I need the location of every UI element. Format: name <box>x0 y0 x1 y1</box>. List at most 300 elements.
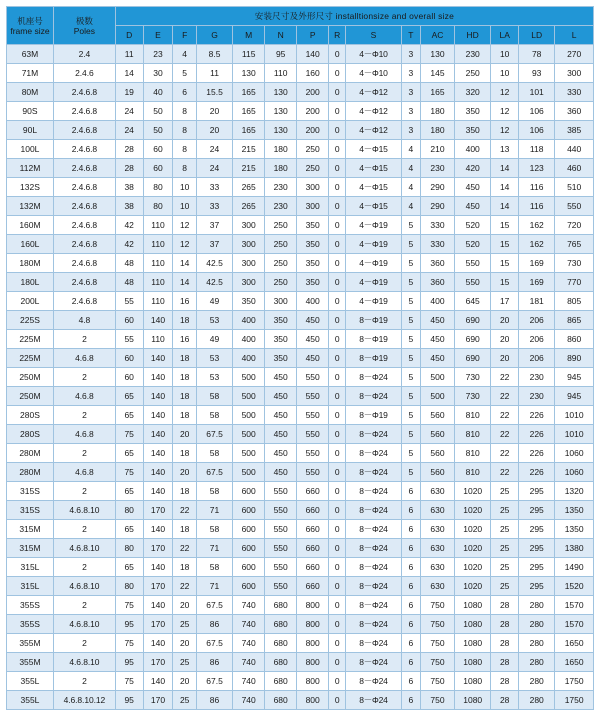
cell-r: 0 <box>329 121 346 140</box>
cell-d: 80 <box>115 539 143 558</box>
cell-l: 860 <box>555 330 594 349</box>
cell-g: 37 <box>196 216 232 235</box>
cell-frame-size: 63M <box>7 45 54 64</box>
cell-la: 15 <box>491 273 519 292</box>
cell-la: 28 <box>491 672 519 691</box>
cell-poles: 2.4.6.8 <box>53 273 115 292</box>
cell-t: 4 <box>401 159 420 178</box>
table-row <box>7 539 594 558</box>
cell-r: 0 <box>329 634 346 653</box>
cell-ld: 226 <box>519 463 555 482</box>
cell-frame-size: 225M <box>7 330 54 349</box>
cell-f: 12 <box>173 235 196 254</box>
cell-e: 30 <box>143 64 173 83</box>
cell-frame-size: 90L <box>7 121 54 140</box>
column-header-la: LA <box>491 26 519 45</box>
cell-f: 10 <box>173 178 196 197</box>
poles-header-cn: 极数 <box>75 15 93 26</box>
cell-d: 19 <box>115 83 143 102</box>
cell-d: 95 <box>115 653 143 672</box>
cell-e: 140 <box>143 368 173 387</box>
cell-l: 1750 <box>555 691 594 710</box>
cell-p: 660 <box>297 520 329 539</box>
table-row <box>7 121 594 140</box>
cell-hd: 1080 <box>455 653 491 672</box>
cell-ld: 295 <box>519 539 555 558</box>
cell-ac: 450 <box>420 330 454 349</box>
cell-frame-size: 200L <box>7 292 54 311</box>
cell-l: 1010 <box>555 425 594 444</box>
cell-g: 71 <box>196 501 232 520</box>
cell-p: 400 <box>297 292 329 311</box>
cell-frame-size: 355L <box>7 672 54 691</box>
cell-ac: 330 <box>420 235 454 254</box>
cell-ac: 750 <box>420 615 454 634</box>
cell-s: 8－Φ24 <box>346 558 401 577</box>
cell-poles: 4.6.8.10 <box>53 539 115 558</box>
cell-la: 14 <box>491 197 519 216</box>
cell-s: 8－Φ19 <box>346 406 401 425</box>
cell-f: 14 <box>173 273 196 292</box>
cell-frame-size: 225S <box>7 311 54 330</box>
cell-f: 16 <box>173 330 196 349</box>
cell-g: 86 <box>196 653 232 672</box>
cell-e: 170 <box>143 501 173 520</box>
cell-frame-size: 280S <box>7 425 54 444</box>
cell-ac: 630 <box>420 501 454 520</box>
cell-frame-size: 90S <box>7 102 54 121</box>
cell-poles: 2.4.6.8 <box>53 216 115 235</box>
cell-ld: 280 <box>519 672 555 691</box>
cell-poles: 4.6.8.10.12 <box>53 691 115 710</box>
cell-l: 1060 <box>555 463 594 482</box>
cell-frame-size: 355M <box>7 634 54 653</box>
cell-n: 250 <box>265 235 297 254</box>
cell-p: 800 <box>297 653 329 672</box>
cell-frame-size: 250M <box>7 368 54 387</box>
cell-n: 680 <box>265 653 297 672</box>
cell-ac: 180 <box>420 121 454 140</box>
cell-e: 140 <box>143 349 173 368</box>
cell-l: 550 <box>555 197 594 216</box>
cell-g: 20 <box>196 121 232 140</box>
cell-hd: 550 <box>455 254 491 273</box>
cell-r: 0 <box>329 520 346 539</box>
cell-s: 4－Φ12 <box>346 83 401 102</box>
cell-e: 140 <box>143 520 173 539</box>
cell-f: 18 <box>173 368 196 387</box>
cell-n: 250 <box>265 273 297 292</box>
cell-g: 37 <box>196 235 232 254</box>
cell-frame-size: 280M <box>7 444 54 463</box>
cell-t: 5 <box>401 349 420 368</box>
cell-r: 0 <box>329 387 346 406</box>
cell-t: 3 <box>401 102 420 121</box>
cell-ac: 750 <box>420 634 454 653</box>
cell-f: 18 <box>173 520 196 539</box>
cell-frame-size: 315S <box>7 482 54 501</box>
cell-t: 5 <box>401 330 420 349</box>
cell-ac: 290 <box>420 197 454 216</box>
cell-m: 215 <box>233 159 265 178</box>
cell-g: 53 <box>196 368 232 387</box>
cell-s: 8－Φ24 <box>346 615 401 634</box>
cell-poles: 4.6.8 <box>53 463 115 482</box>
cell-ac: 230 <box>420 159 454 178</box>
cell-hd: 1020 <box>455 482 491 501</box>
cell-g: 33 <box>196 178 232 197</box>
cell-ld: 280 <box>519 634 555 653</box>
cell-l: 1060 <box>555 444 594 463</box>
cell-hd: 1080 <box>455 691 491 710</box>
cell-s: 8－Φ24 <box>346 691 401 710</box>
cell-hd: 690 <box>455 349 491 368</box>
cell-n: 250 <box>265 254 297 273</box>
cell-frame-size: 250M <box>7 387 54 406</box>
cell-t: 5 <box>401 273 420 292</box>
cell-hd: 730 <box>455 387 491 406</box>
cell-d: 75 <box>115 672 143 691</box>
cell-f: 8 <box>173 140 196 159</box>
cell-f: 16 <box>173 292 196 311</box>
column-header-g: G <box>196 26 232 45</box>
cell-g: 24 <box>196 159 232 178</box>
cell-la: 15 <box>491 216 519 235</box>
cell-t: 5 <box>401 368 420 387</box>
cell-poles: 2 <box>53 596 115 615</box>
cell-f: 18 <box>173 349 196 368</box>
cell-hd: 1080 <box>455 596 491 615</box>
cell-e: 140 <box>143 311 173 330</box>
cell-m: 740 <box>233 615 265 634</box>
cell-poles: 2.4.6.8 <box>53 121 115 140</box>
cell-f: 12 <box>173 216 196 235</box>
column-header-hd: HD <box>455 26 491 45</box>
cell-ac: 750 <box>420 691 454 710</box>
cell-r: 0 <box>329 425 346 444</box>
cell-e: 40 <box>143 83 173 102</box>
cell-r: 0 <box>329 672 346 691</box>
cell-f: 5 <box>173 64 196 83</box>
cell-m: 500 <box>233 425 265 444</box>
cell-d: 48 <box>115 273 143 292</box>
cell-r: 0 <box>329 159 346 178</box>
cell-r: 0 <box>329 596 346 615</box>
table-row <box>7 406 594 425</box>
cell-l: 1320 <box>555 482 594 501</box>
cell-n: 95 <box>265 45 297 64</box>
cell-s: 8－Φ24 <box>346 387 401 406</box>
cell-e: 170 <box>143 577 173 596</box>
cell-hd: 450 <box>455 197 491 216</box>
cell-ac: 500 <box>420 387 454 406</box>
cell-p: 800 <box>297 615 329 634</box>
frame-size-header-en: frame size <box>10 25 50 36</box>
cell-e: 110 <box>143 254 173 273</box>
table-row <box>7 463 594 482</box>
cell-d: 28 <box>115 159 143 178</box>
cell-ld: 226 <box>519 444 555 463</box>
cell-p: 250 <box>297 140 329 159</box>
frame-size-header-cn: 机座号 <box>17 15 43 26</box>
cell-la: 20 <box>491 330 519 349</box>
column-header-f: F <box>173 26 196 45</box>
cell-m: 300 <box>233 235 265 254</box>
cell-p: 200 <box>297 83 329 102</box>
cell-d: 55 <box>115 292 143 311</box>
cell-m: 500 <box>233 368 265 387</box>
cell-frame-size: 160L <box>7 235 54 254</box>
cell-frame-size: 355L <box>7 691 54 710</box>
cell-ld: 162 <box>519 235 555 254</box>
cell-la: 25 <box>491 558 519 577</box>
cell-ac: 210 <box>420 140 454 159</box>
cell-hd: 810 <box>455 463 491 482</box>
cell-s: 4－Φ10 <box>346 45 401 64</box>
cell-d: 24 <box>115 102 143 121</box>
cell-frame-size: 315S <box>7 501 54 520</box>
cell-d: 80 <box>115 577 143 596</box>
cell-n: 550 <box>265 501 297 520</box>
cell-frame-size: 355S <box>7 596 54 615</box>
cell-hd: 1080 <box>455 672 491 691</box>
cell-ac: 450 <box>420 311 454 330</box>
cell-ld: 230 <box>519 368 555 387</box>
cell-d: 65 <box>115 482 143 501</box>
cell-g: 67.5 <box>196 463 232 482</box>
cell-poles: 2 <box>53 520 115 539</box>
cell-g: 49 <box>196 330 232 349</box>
cell-e: 110 <box>143 273 173 292</box>
cell-n: 110 <box>265 64 297 83</box>
cell-r: 0 <box>329 273 346 292</box>
cell-s: 8－Φ24 <box>346 596 401 615</box>
cell-e: 50 <box>143 102 173 121</box>
cell-poles: 2 <box>53 368 115 387</box>
cell-d: 11 <box>115 45 143 64</box>
cell-d: 65 <box>115 406 143 425</box>
cell-frame-size: 132S <box>7 178 54 197</box>
cell-e: 140 <box>143 444 173 463</box>
cell-t: 6 <box>401 558 420 577</box>
cell-m: 600 <box>233 539 265 558</box>
cell-g: 67.5 <box>196 672 232 691</box>
cell-ld: 280 <box>519 596 555 615</box>
cell-d: 48 <box>115 254 143 273</box>
cell-m: 600 <box>233 558 265 577</box>
column-header-n: N <box>265 26 297 45</box>
cell-poles: 2 <box>53 444 115 463</box>
cell-ac: 180 <box>420 102 454 121</box>
cell-ld: 118 <box>519 140 555 159</box>
cell-n: 550 <box>265 482 297 501</box>
cell-m: 500 <box>233 387 265 406</box>
cell-d: 75 <box>115 463 143 482</box>
cell-t: 3 <box>401 64 420 83</box>
cell-n: 450 <box>265 444 297 463</box>
cell-frame-size: 315M <box>7 520 54 539</box>
cell-ld: 181 <box>519 292 555 311</box>
cell-frame-size: 100L <box>7 140 54 159</box>
cell-ld: 116 <box>519 197 555 216</box>
cell-ac: 750 <box>420 653 454 672</box>
cell-s: 4－Φ12 <box>346 102 401 121</box>
cell-n: 680 <box>265 672 297 691</box>
cell-f: 14 <box>173 254 196 273</box>
cell-e: 170 <box>143 691 173 710</box>
cell-p: 550 <box>297 368 329 387</box>
cell-r: 0 <box>329 102 346 121</box>
cell-p: 300 <box>297 178 329 197</box>
column-header-l: L <box>555 26 594 45</box>
cell-t: 5 <box>401 406 420 425</box>
cell-g: 58 <box>196 387 232 406</box>
cell-f: 8 <box>173 159 196 178</box>
cell-n: 680 <box>265 615 297 634</box>
cell-s: 8－Φ24 <box>346 672 401 691</box>
cell-d: 55 <box>115 330 143 349</box>
cell-m: 500 <box>233 463 265 482</box>
cell-r: 0 <box>329 406 346 425</box>
cell-r: 0 <box>329 444 346 463</box>
cell-m: 740 <box>233 691 265 710</box>
column-header-p: P <box>297 26 329 45</box>
cell-t: 6 <box>401 615 420 634</box>
cell-m: 600 <box>233 482 265 501</box>
cell-r: 0 <box>329 216 346 235</box>
cell-frame-size: 112M <box>7 159 54 178</box>
cell-poles: 2.4.6.8 <box>53 254 115 273</box>
cell-hd: 645 <box>455 292 491 311</box>
cell-poles: 4.6.8 <box>53 349 115 368</box>
cell-t: 5 <box>401 254 420 273</box>
cell-s: 8－Φ24 <box>346 539 401 558</box>
cell-ac: 560 <box>420 444 454 463</box>
cell-p: 300 <box>297 197 329 216</box>
cell-p: 200 <box>297 102 329 121</box>
cell-t: 4 <box>401 178 420 197</box>
cell-d: 38 <box>115 178 143 197</box>
cell-poles: 4.8 <box>53 311 115 330</box>
cell-frame-size: 355M <box>7 653 54 672</box>
cell-p: 350 <box>297 254 329 273</box>
cell-l: 865 <box>555 311 594 330</box>
cell-g: 67.5 <box>196 596 232 615</box>
cell-n: 230 <box>265 197 297 216</box>
cell-poles: 2.4.6.8 <box>53 159 115 178</box>
cell-hd: 690 <box>455 330 491 349</box>
cell-r: 0 <box>329 311 346 330</box>
cell-la: 12 <box>491 102 519 121</box>
cell-r: 0 <box>329 64 346 83</box>
cell-d: 60 <box>115 368 143 387</box>
cell-r: 0 <box>329 349 346 368</box>
cell-frame-size: 80M <box>7 83 54 102</box>
cell-s: 8－Φ24 <box>346 482 401 501</box>
cell-s: 8－Φ24 <box>346 653 401 672</box>
cell-ld: 93 <box>519 64 555 83</box>
cell-la: 22 <box>491 463 519 482</box>
cell-p: 800 <box>297 596 329 615</box>
cell-ld: 206 <box>519 311 555 330</box>
cell-m: 500 <box>233 406 265 425</box>
cell-hd: 1020 <box>455 577 491 596</box>
column-header-m: M <box>233 26 265 45</box>
cell-e: 140 <box>143 634 173 653</box>
cell-p: 450 <box>297 349 329 368</box>
table-row <box>7 349 594 368</box>
cell-l: 460 <box>555 159 594 178</box>
cell-f: 18 <box>173 482 196 501</box>
table-row <box>7 634 594 653</box>
frame-size-header <box>7 7 54 45</box>
cell-l: 1570 <box>555 596 594 615</box>
cell-g: 20 <box>196 102 232 121</box>
table-row <box>7 216 594 235</box>
cell-n: 350 <box>265 330 297 349</box>
cell-r: 0 <box>329 653 346 672</box>
table-row <box>7 102 594 121</box>
cell-m: 115 <box>233 45 265 64</box>
cell-p: 550 <box>297 387 329 406</box>
table-title-row <box>7 7 594 26</box>
cell-t: 6 <box>401 539 420 558</box>
cell-m: 740 <box>233 634 265 653</box>
cell-frame-size: 355S <box>7 615 54 634</box>
cell-m: 600 <box>233 577 265 596</box>
cell-r: 0 <box>329 615 346 634</box>
cell-r: 0 <box>329 482 346 501</box>
cell-g: 53 <box>196 349 232 368</box>
cell-l: 765 <box>555 235 594 254</box>
cell-d: 28 <box>115 140 143 159</box>
cell-e: 110 <box>143 330 173 349</box>
cell-r: 0 <box>329 577 346 596</box>
cell-f: 10 <box>173 197 196 216</box>
cell-poles: 2.4.6.8 <box>53 83 115 102</box>
table-row <box>7 292 594 311</box>
cell-e: 140 <box>143 558 173 577</box>
cell-e: 60 <box>143 159 173 178</box>
cell-n: 350 <box>265 349 297 368</box>
cell-s: 4－Φ15 <box>346 178 401 197</box>
cell-f: 22 <box>173 501 196 520</box>
cell-e: 80 <box>143 178 173 197</box>
cell-d: 60 <box>115 349 143 368</box>
cell-t: 6 <box>401 482 420 501</box>
cell-ac: 560 <box>420 463 454 482</box>
cell-d: 65 <box>115 387 143 406</box>
cell-m: 215 <box>233 140 265 159</box>
cell-s: 4－Φ15 <box>346 197 401 216</box>
cell-p: 660 <box>297 482 329 501</box>
table-body <box>7 45 594 710</box>
cell-f: 20 <box>173 463 196 482</box>
cell-hd: 320 <box>455 83 491 102</box>
cell-f: 6 <box>173 83 196 102</box>
cell-l: 720 <box>555 216 594 235</box>
cell-p: 800 <box>297 691 329 710</box>
column-header-ac: AC <box>420 26 454 45</box>
cell-ac: 130 <box>420 45 454 64</box>
cell-ld: 123 <box>519 159 555 178</box>
cell-ac: 330 <box>420 216 454 235</box>
cell-hd: 1080 <box>455 615 491 634</box>
cell-ac: 750 <box>420 596 454 615</box>
installation-dimensions-table <box>6 6 594 710</box>
table-row <box>7 653 594 672</box>
cell-hd: 420 <box>455 159 491 178</box>
